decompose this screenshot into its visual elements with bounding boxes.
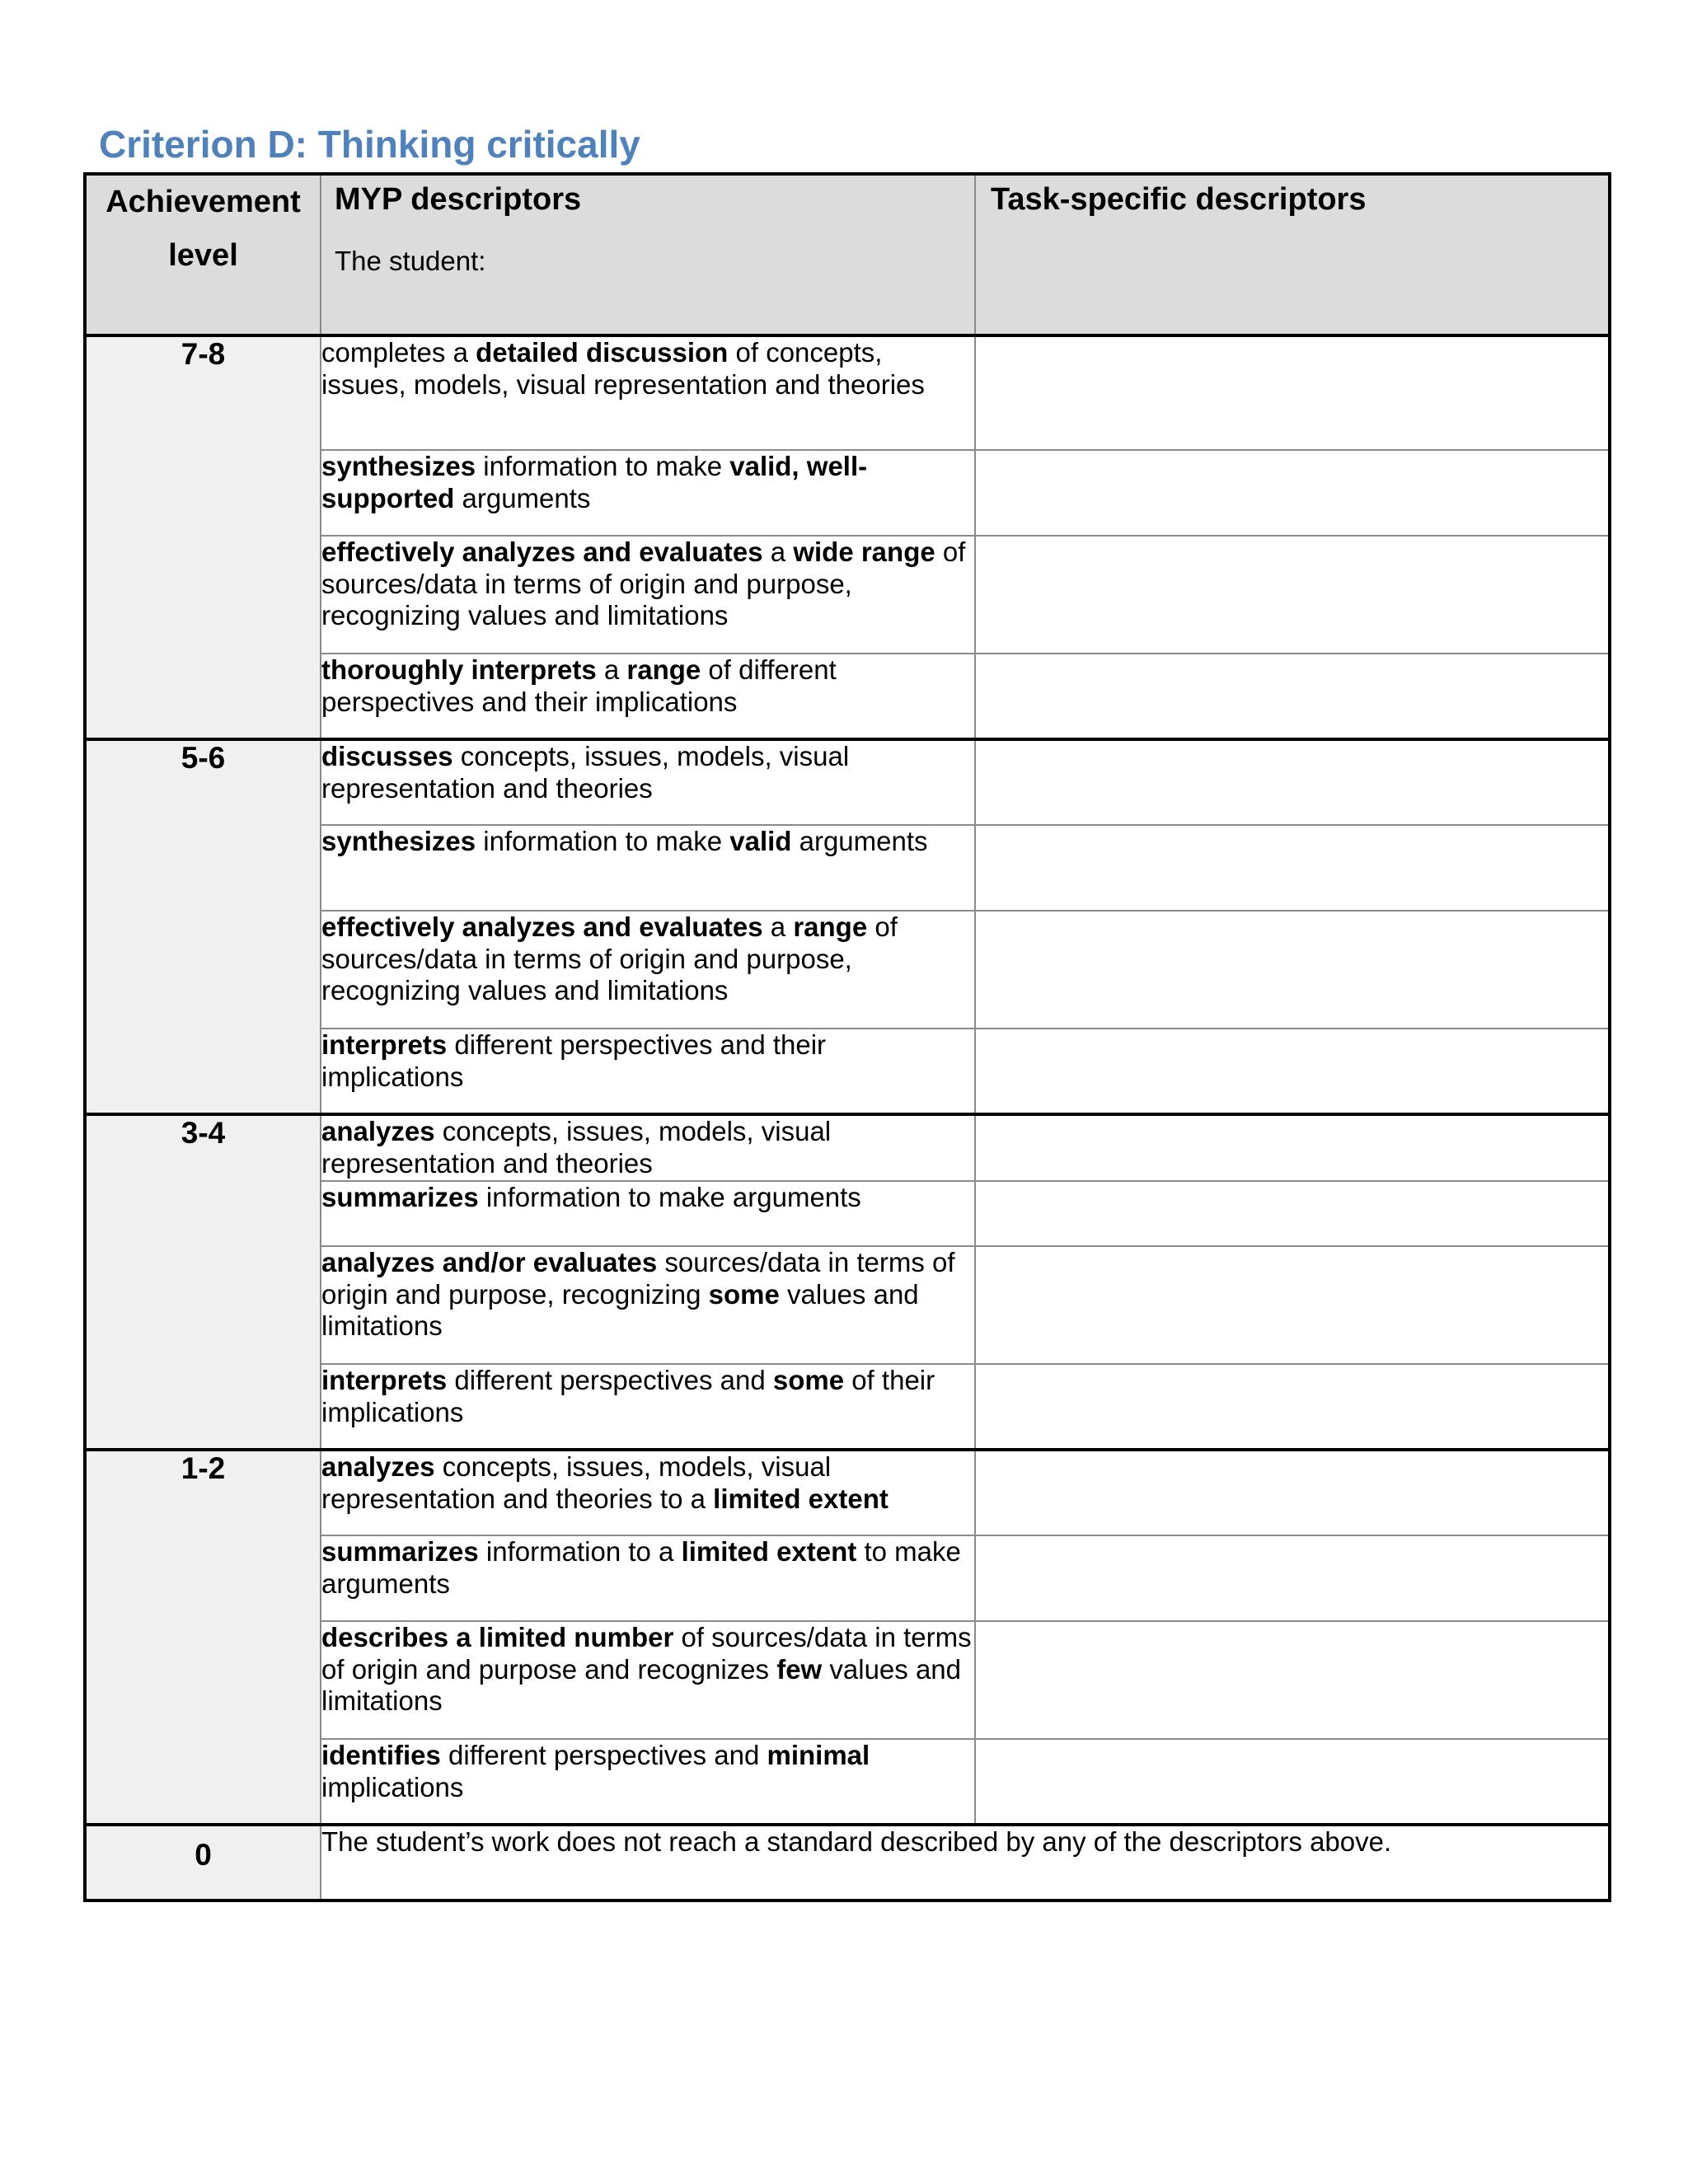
descriptor-emphasis: analyzes and/or evaluates: [321, 1247, 658, 1277]
descriptor-text: information to make: [476, 826, 730, 856]
header-achievement-level: [85, 174, 321, 335]
descriptor-text: of sources/data in terms of origin and purpose and recognizes: [321, 1622, 972, 1685]
descriptor-text: concepts, issues, models, visual representation and theories: [321, 741, 850, 804]
descriptor-emphasis: range: [793, 912, 868, 942]
descriptor-text: completes a: [321, 337, 476, 368]
achievement-level-cell: [85, 1114, 321, 1450]
descriptor-emphasis: few: [776, 1653, 823, 1685]
achievement-level-value: 7-8: [181, 337, 226, 371]
descriptor-emphasis: discusses: [321, 741, 453, 771]
descriptor-emphasis: analyzes: [321, 1116, 435, 1146]
descriptor-emphasis: some: [772, 1365, 845, 1395]
achievement-level-value: 3-4: [181, 1116, 226, 1150]
descriptor-emphasis: synthesizes: [321, 451, 476, 481]
descriptor-text: concepts, issues, models, visual representation and theories to a: [321, 1451, 832, 1514]
descriptor-text: a: [762, 537, 794, 567]
descriptor-emphasis: interprets: [321, 1365, 448, 1395]
descriptor-emphasis: valid, well-supported: [321, 451, 868, 513]
myp-descriptor-cell: [321, 536, 975, 654]
task-specific-descriptor-cell[interactable]: [975, 1364, 1610, 1450]
descriptor-emphasis: thoroughly interprets: [321, 654, 597, 685]
descriptor-row: [85, 739, 1610, 825]
descriptor-emphasis: detailed discussion: [476, 337, 729, 368]
descriptor-text: arguments: [791, 826, 928, 856]
descriptor-text: of concepts, issues, models, visual representation and theories: [321, 337, 925, 400]
myp-descriptor-cell: [321, 1246, 975, 1364]
descriptor-emphasis: effectively analyzes and evaluates: [321, 912, 763, 942]
header-level-label: level: [168, 237, 238, 273]
achievement-level-cell: [85, 1825, 321, 1900]
rubric-body: [85, 335, 1610, 1900]
myp-descriptor-cell: [321, 1181, 975, 1246]
myp-descriptor-cell: [321, 1029, 975, 1114]
descriptor-emphasis: describes a limited number: [321, 1622, 674, 1652]
descriptor-emphasis: limited extent: [681, 1536, 857, 1567]
descriptor-emphasis: minimal: [767, 1740, 870, 1770]
task-specific-descriptor-cell[interactable]: [975, 536, 1610, 654]
zero-level-descriptor: [321, 1825, 1610, 1900]
task-specific-descriptor-cell[interactable]: [975, 1114, 1610, 1181]
descriptor-emphasis: summarizes: [321, 1536, 479, 1567]
descriptor-row: [85, 1114, 1610, 1181]
descriptor-text: implications: [321, 1771, 464, 1802]
myp-descriptor-cell: [321, 450, 975, 536]
descriptor-text: concepts, issues, models, visual representation and theories: [321, 1116, 832, 1179]
header-myp-title: MYP descriptors: [335, 182, 582, 217]
descriptor-emphasis: analyzes: [321, 1451, 435, 1482]
header-student-label: The student:: [335, 246, 486, 276]
page-title: Criterion D: Thinking critically: [99, 123, 640, 166]
header-myp-descriptors: [321, 174, 975, 335]
achievement-level-value: 5-6: [181, 741, 226, 775]
myp-descriptor-cell: [321, 1450, 975, 1535]
header-task-specific-descriptors: [975, 174, 1610, 335]
descriptor-emphasis: range: [626, 654, 701, 685]
header-task-title: Task-specific descriptors: [991, 182, 1367, 217]
descriptor-emphasis: valid: [729, 826, 792, 856]
rubric-table: [83, 172, 1611, 1902]
myp-descriptor-cell: [321, 739, 975, 825]
descriptor-text: values and limitations: [321, 1653, 962, 1717]
descriptor-text: different perspectives and: [440, 1740, 767, 1770]
descriptor-emphasis: limited extent: [713, 1483, 889, 1514]
task-specific-descriptor-cell[interactable]: [975, 911, 1610, 1029]
descriptor-emphasis: interprets: [321, 1029, 448, 1060]
descriptor-text: information to a: [478, 1536, 682, 1567]
descriptor-text: of sources/data in terms of origin and purpose, recognizing values and limitations: [321, 537, 966, 631]
descriptor-emphasis: some: [708, 1278, 780, 1310]
myp-descriptor-cell: [321, 1114, 975, 1181]
task-specific-descriptor-cell[interactable]: [975, 1535, 1610, 1621]
task-specific-descriptor-cell[interactable]: [975, 825, 1610, 911]
descriptor-text: to make arguments: [321, 1536, 961, 1599]
task-specific-descriptor-cell[interactable]: [975, 1739, 1610, 1825]
achievement-level-cell: [85, 335, 321, 739]
descriptor-text: of their implications: [321, 1365, 935, 1427]
task-specific-descriptor-cell[interactable]: [975, 654, 1610, 739]
myp-descriptor-cell: [321, 825, 975, 911]
descriptor-row: [85, 335, 1610, 450]
achievement-level-value: 0: [195, 1838, 212, 1872]
achievement-level-cell: [85, 1450, 321, 1825]
zero-level-text: The student’s work does not reach a standard described by any of the descriptors above.: [321, 1826, 1392, 1857]
task-specific-descriptor-cell[interactable]: [975, 1246, 1610, 1364]
myp-descriptor-cell: [321, 1621, 975, 1739]
myp-descriptor-cell: [321, 1535, 975, 1621]
descriptor-row: [85, 1450, 1610, 1535]
descriptor-text: arguments: [454, 482, 591, 513]
myp-descriptor-cell: [321, 911, 975, 1029]
descriptor-emphasis: synthesizes: [321, 826, 476, 856]
task-specific-descriptor-cell[interactable]: [975, 1450, 1610, 1535]
descriptor-text: of different perspectives and their implications: [321, 654, 837, 717]
descriptor-text: a: [596, 654, 627, 685]
descriptor-text: of sources/data in terms of origin and purpose, recognizing values and limitations: [321, 912, 898, 1006]
descriptor-text: sources/data in terms of origin and purpose, recognizing: [321, 1247, 955, 1310]
descriptor-text: information to make arguments: [478, 1182, 861, 1212]
descriptor-emphasis: identifies: [321, 1740, 441, 1770]
descriptor-text: different perspectives and their implications: [321, 1029, 827, 1092]
myp-descriptor-cell: [321, 1364, 975, 1450]
descriptor-emphasis: effectively analyzes and evaluates: [321, 537, 763, 567]
descriptor-text: values and limitations: [321, 1278, 919, 1342]
achievement-level-value: 1-2: [181, 1451, 226, 1485]
header-achievement-label: Achievement: [106, 185, 301, 219]
descriptor-text: a: [762, 912, 794, 942]
task-specific-descriptor-cell[interactable]: [975, 739, 1610, 825]
myp-descriptor-cell: [321, 335, 975, 450]
table-header-row: [85, 174, 1610, 335]
descriptor-text: information to make: [476, 451, 730, 481]
task-specific-descriptor-cell[interactable]: [975, 335, 1610, 450]
myp-descriptor-cell: [321, 654, 975, 739]
task-specific-descriptor-cell[interactable]: [975, 1029, 1610, 1114]
descriptor-emphasis: summarizes: [321, 1182, 479, 1212]
achievement-level-cell: [85, 739, 321, 1114]
descriptor-text: different perspectives and: [447, 1365, 773, 1395]
task-specific-descriptor-cell[interactable]: [975, 450, 1610, 536]
task-specific-descriptor-cell[interactable]: [975, 1181, 1610, 1246]
zero-level-row: [85, 1825, 1610, 1900]
myp-descriptor-cell: [321, 1739, 975, 1825]
task-specific-descriptor-cell[interactable]: [975, 1621, 1610, 1739]
descriptor-emphasis: wide range: [793, 537, 935, 567]
